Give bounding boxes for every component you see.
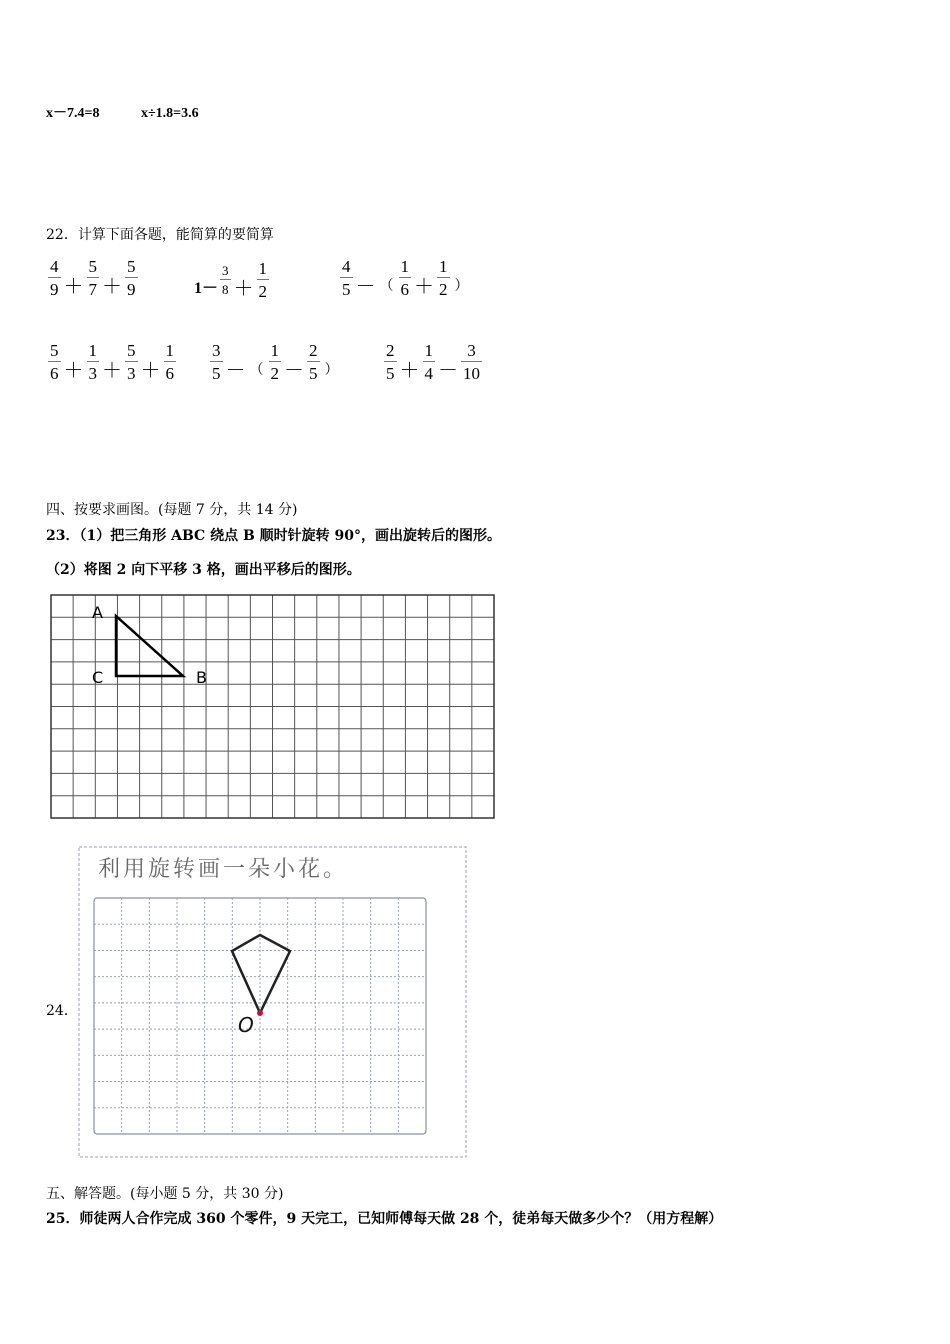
q22-expr-1: $\frac{4}{9}$ ＋ $\frac{5}{7}$ ＋ $\frac{5}{9}$: [50, 256, 136, 299]
fraction: $\frac{1}{2}$: [258, 258, 268, 301]
fraction: $\frac{1}{3}$: [88, 340, 97, 383]
flower-caption: 利用旋转画一朵小花。: [98, 857, 349, 882]
q22-title: 22．计算下面各题，能简算的要简算: [46, 227, 274, 243]
fraction: $\frac{2}{5}$: [309, 340, 318, 383]
fraction: $\frac{1}{6}$: [400, 256, 409, 299]
fraction: $\frac{3}{5}$: [212, 340, 221, 383]
fraction: $\frac{5}{9}$: [127, 256, 136, 299]
fraction: $\frac{5}{7}$: [88, 256, 97, 299]
fraction: $\frac{1}{2}$: [270, 340, 279, 383]
equation-1: x－7.4=8: [46, 106, 100, 121]
equation-2: x÷1.8=3.6: [140, 106, 199, 121]
fraction: $\frac{4}{9}$: [50, 256, 59, 299]
q25-text: 25．师徒两人合作完成 360 个零件，9 天完工，已知师傅每天做 28 个，徒弟每天做多少个？（用方程解）: [46, 1211, 723, 1227]
rotation-grid-figure: [50, 594, 497, 820]
fraction: $\frac{3}{10}$: [463, 340, 480, 383]
fraction: $\frac{5}{6}$: [50, 340, 59, 383]
rotation-center-point: [257, 1010, 263, 1016]
fraction: $\frac{2}{5}$: [386, 340, 395, 383]
section5-heading: 五、解答题。(每小题 5 分，共 30 分): [46, 1186, 284, 1202]
q22-expr-3: $\frac{4}{5}$ － （ $\frac{1}{6}$ ＋ $\frac{1}{2}$ ）: [342, 256, 469, 299]
q23-line1: 23．（1）把三角形 ABC 绕点 B 顺时针旋转 90°，画出旋转后的图形。: [46, 528, 502, 544]
label-c: C: [92, 668, 104, 687]
flower-rotation-figure: [78, 846, 468, 1159]
fraction: $\frac{5}{3}$: [127, 340, 136, 383]
figure-frame: [79, 847, 466, 1157]
label-b: B: [196, 668, 207, 687]
q23-line2: （2）将图 2 向下平移 3 格，画出平移后的图形。: [46, 562, 361, 578]
fraction: $\frac{1}{4}$: [424, 340, 433, 383]
equation-line: [46, 102, 237, 122]
square-grid: [51, 595, 494, 818]
q24-number: 24．: [46, 1003, 78, 1019]
q22-expr-5: $\frac{3}{5}$ － （ $\frac{1}{2}$ － $\frac{2}{5}$ ）: [212, 340, 339, 383]
point-o-label: O: [238, 1013, 254, 1037]
fraction: $\frac{1}{2}$: [439, 256, 448, 299]
label-a: A: [92, 603, 103, 622]
triangle-abc: [116, 616, 183, 676]
q22-expr-6: $\frac{2}{5}$ ＋ $\frac{1}{4}$ － $\frac{3}{10}$: [386, 340, 480, 383]
section4-heading: 四、按要求画图。(每题 7 分，共 14 分): [46, 502, 298, 518]
fraction: $\frac{3}{8}$: [222, 262, 229, 297]
q22-expr-4: $\frac{5}{6}$ ＋ $\frac{1}{3}$ ＋ $\frac{5}{3}$ ＋ $\frac{1}{6}$: [50, 340, 174, 383]
fraction: $\frac{1}{6}$: [165, 340, 174, 383]
q22-expr-2: 1－ $\frac{3}{8}$ ＋ $\frac{1}{2}$: [194, 258, 268, 301]
fraction: $\frac{4}{5}$: [342, 256, 351, 299]
